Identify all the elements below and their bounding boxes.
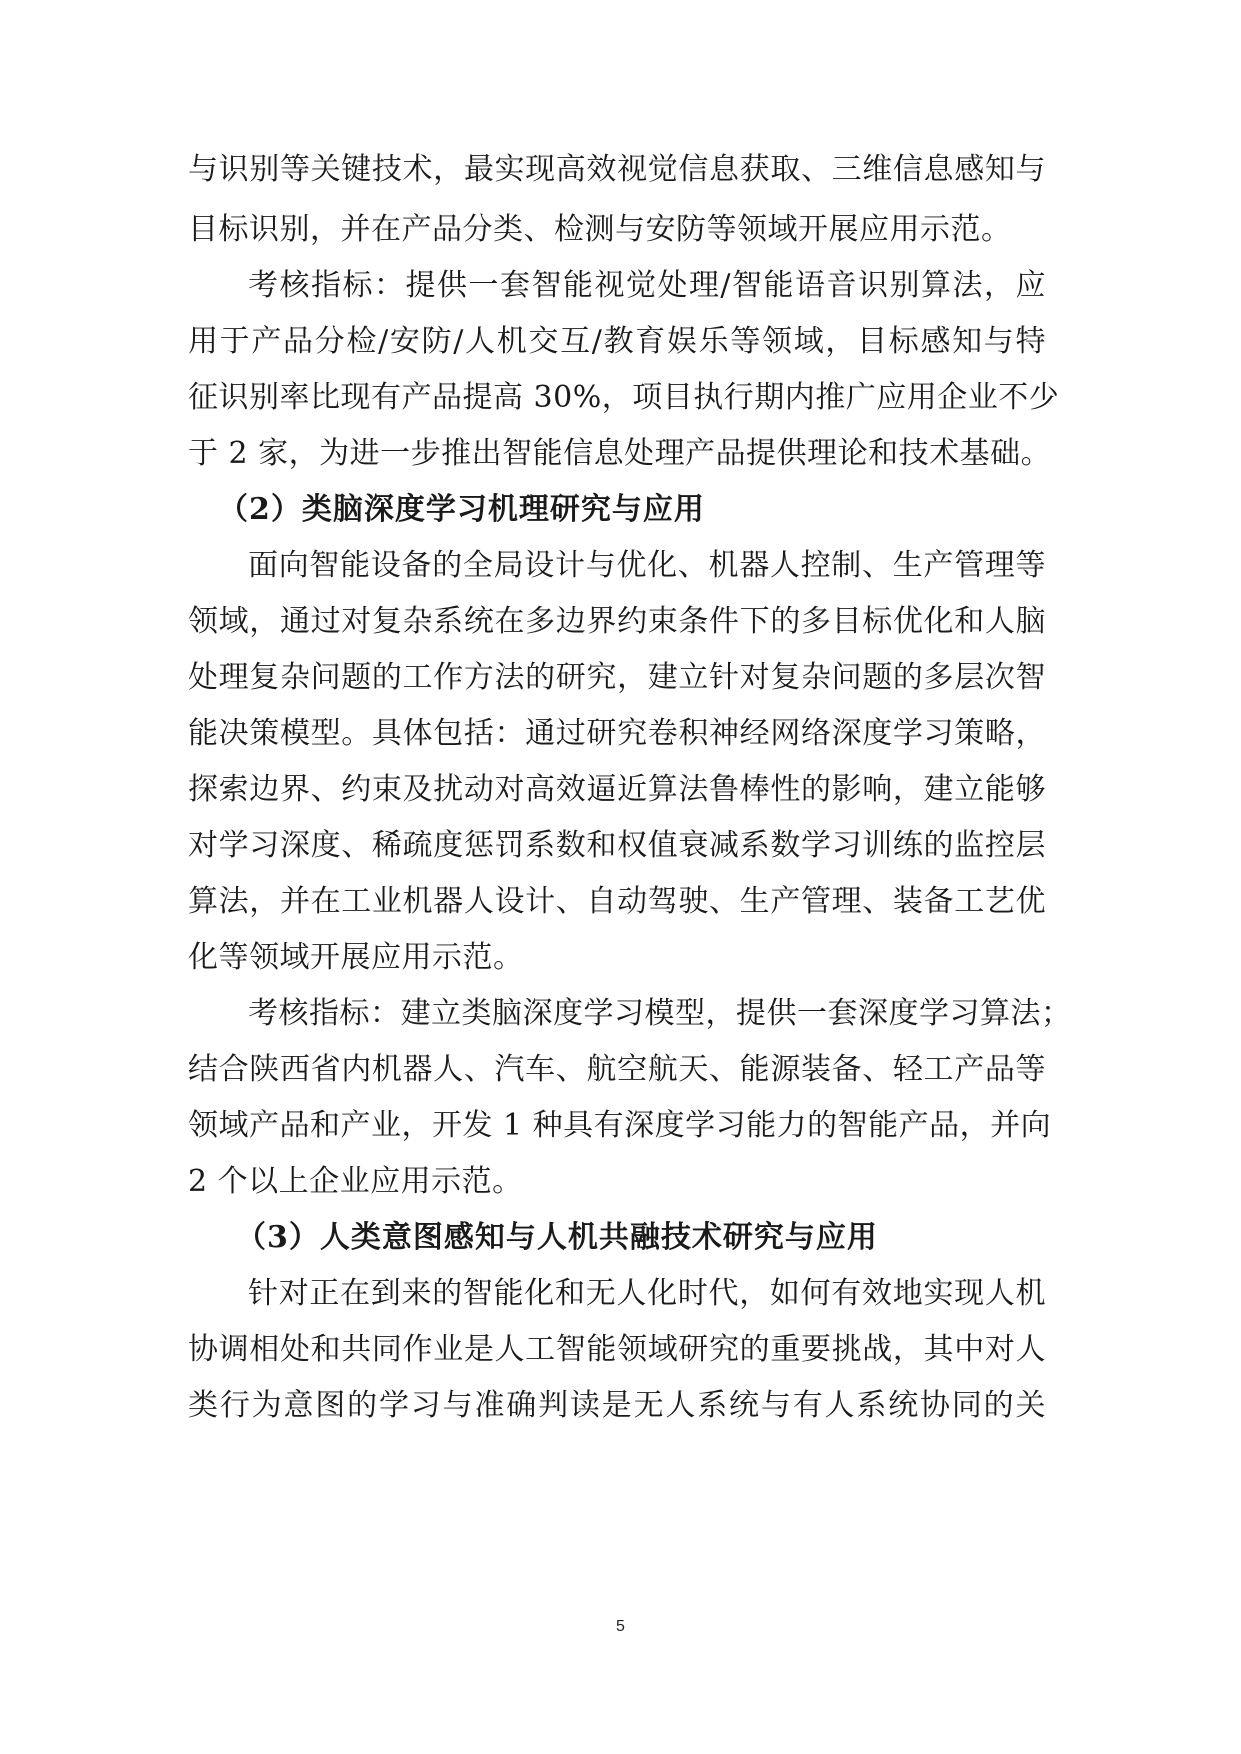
paragraph-line: 类行为意图的学习与准确判读是无人系统与有人系统协同的关 [188, 1388, 1046, 1423]
paragraph-line: 考核指标：提供一套智能视觉处理/智能语音识别算法，应 [248, 268, 1046, 303]
paragraph-line: 结合陕西省内机器人、汽车、航空航天、能源装备、轻工产品等 [188, 1052, 1046, 1087]
paragraph-line: 针对正在到来的智能化和无人化时代，如何有效地实现人机 [248, 1276, 1046, 1311]
paragraph-line: 2 个以上企业应用示范。 [188, 1164, 523, 1199]
paragraph-line: 能决策模型。具体包括：通过研究卷积神经网络深度学习策略， [188, 716, 1046, 751]
paragraph-line: 处理复杂问题的工作方法的研究，建立针对复杂问题的多层次智 [188, 660, 1046, 695]
paragraph-line: 协调相处和共同作业是人工智能领域研究的重要挑战，其中对人 [188, 1332, 1046, 1367]
paragraph-line: 征识别率比现有产品提高 30%，项目执行期内推广应用企业不少 [188, 380, 1060, 415]
paragraph-line: 于 2 家，为进一步推出智能信息处理产品提供理论和技术基础。 [188, 436, 1052, 471]
paragraph-line: 目标识别，并在产品分类、检测与安防等领域开展应用示范。 [188, 212, 1012, 247]
paragraph-line: 领域产品和产业，开发 1 种具有深度学习能力的智能产品，并向 [188, 1108, 1052, 1143]
paragraph-line: 化等领域开展应用示范。 [188, 940, 524, 975]
paragraph-line: 探索边界、约束及扰动对高效逼近算法鲁棒性的影响，建立能够 [188, 772, 1046, 807]
paragraph-line: 面向智能设备的全局设计与优化、机器人控制、生产管理等 [248, 548, 1046, 583]
paragraph-line: 考核指标：建立类脑深度学习模型，提供一套深度学习算法； [248, 996, 1072, 1031]
section-heading-2: （2）类脑深度学习机理研究与应用 [218, 492, 705, 527]
section-heading-3: （3）人类意图感知与人机共融技术研究与应用 [236, 1220, 878, 1255]
paragraph-line: 与识别等关键技术，最实现高效视觉信息获取、三维信息感知与 [188, 152, 1046, 187]
paragraph-line: 算法，并在工业机器人设计、自动驾驶、生产管理、装备工艺优 [188, 884, 1046, 919]
paragraph-line: 对学习深度、稀疏度惩罚系数和权值衰减系数学习训练的监控层 [188, 828, 1046, 863]
paragraph-line: 领域，通过对复杂系统在多边界约束条件下的多目标优化和人脑 [188, 604, 1046, 639]
paragraph-line: 用于产品分检/安防/人机交互/教育娱乐等领域，目标感知与特 [188, 324, 1046, 359]
page-number: 5 [616, 1618, 625, 1635]
